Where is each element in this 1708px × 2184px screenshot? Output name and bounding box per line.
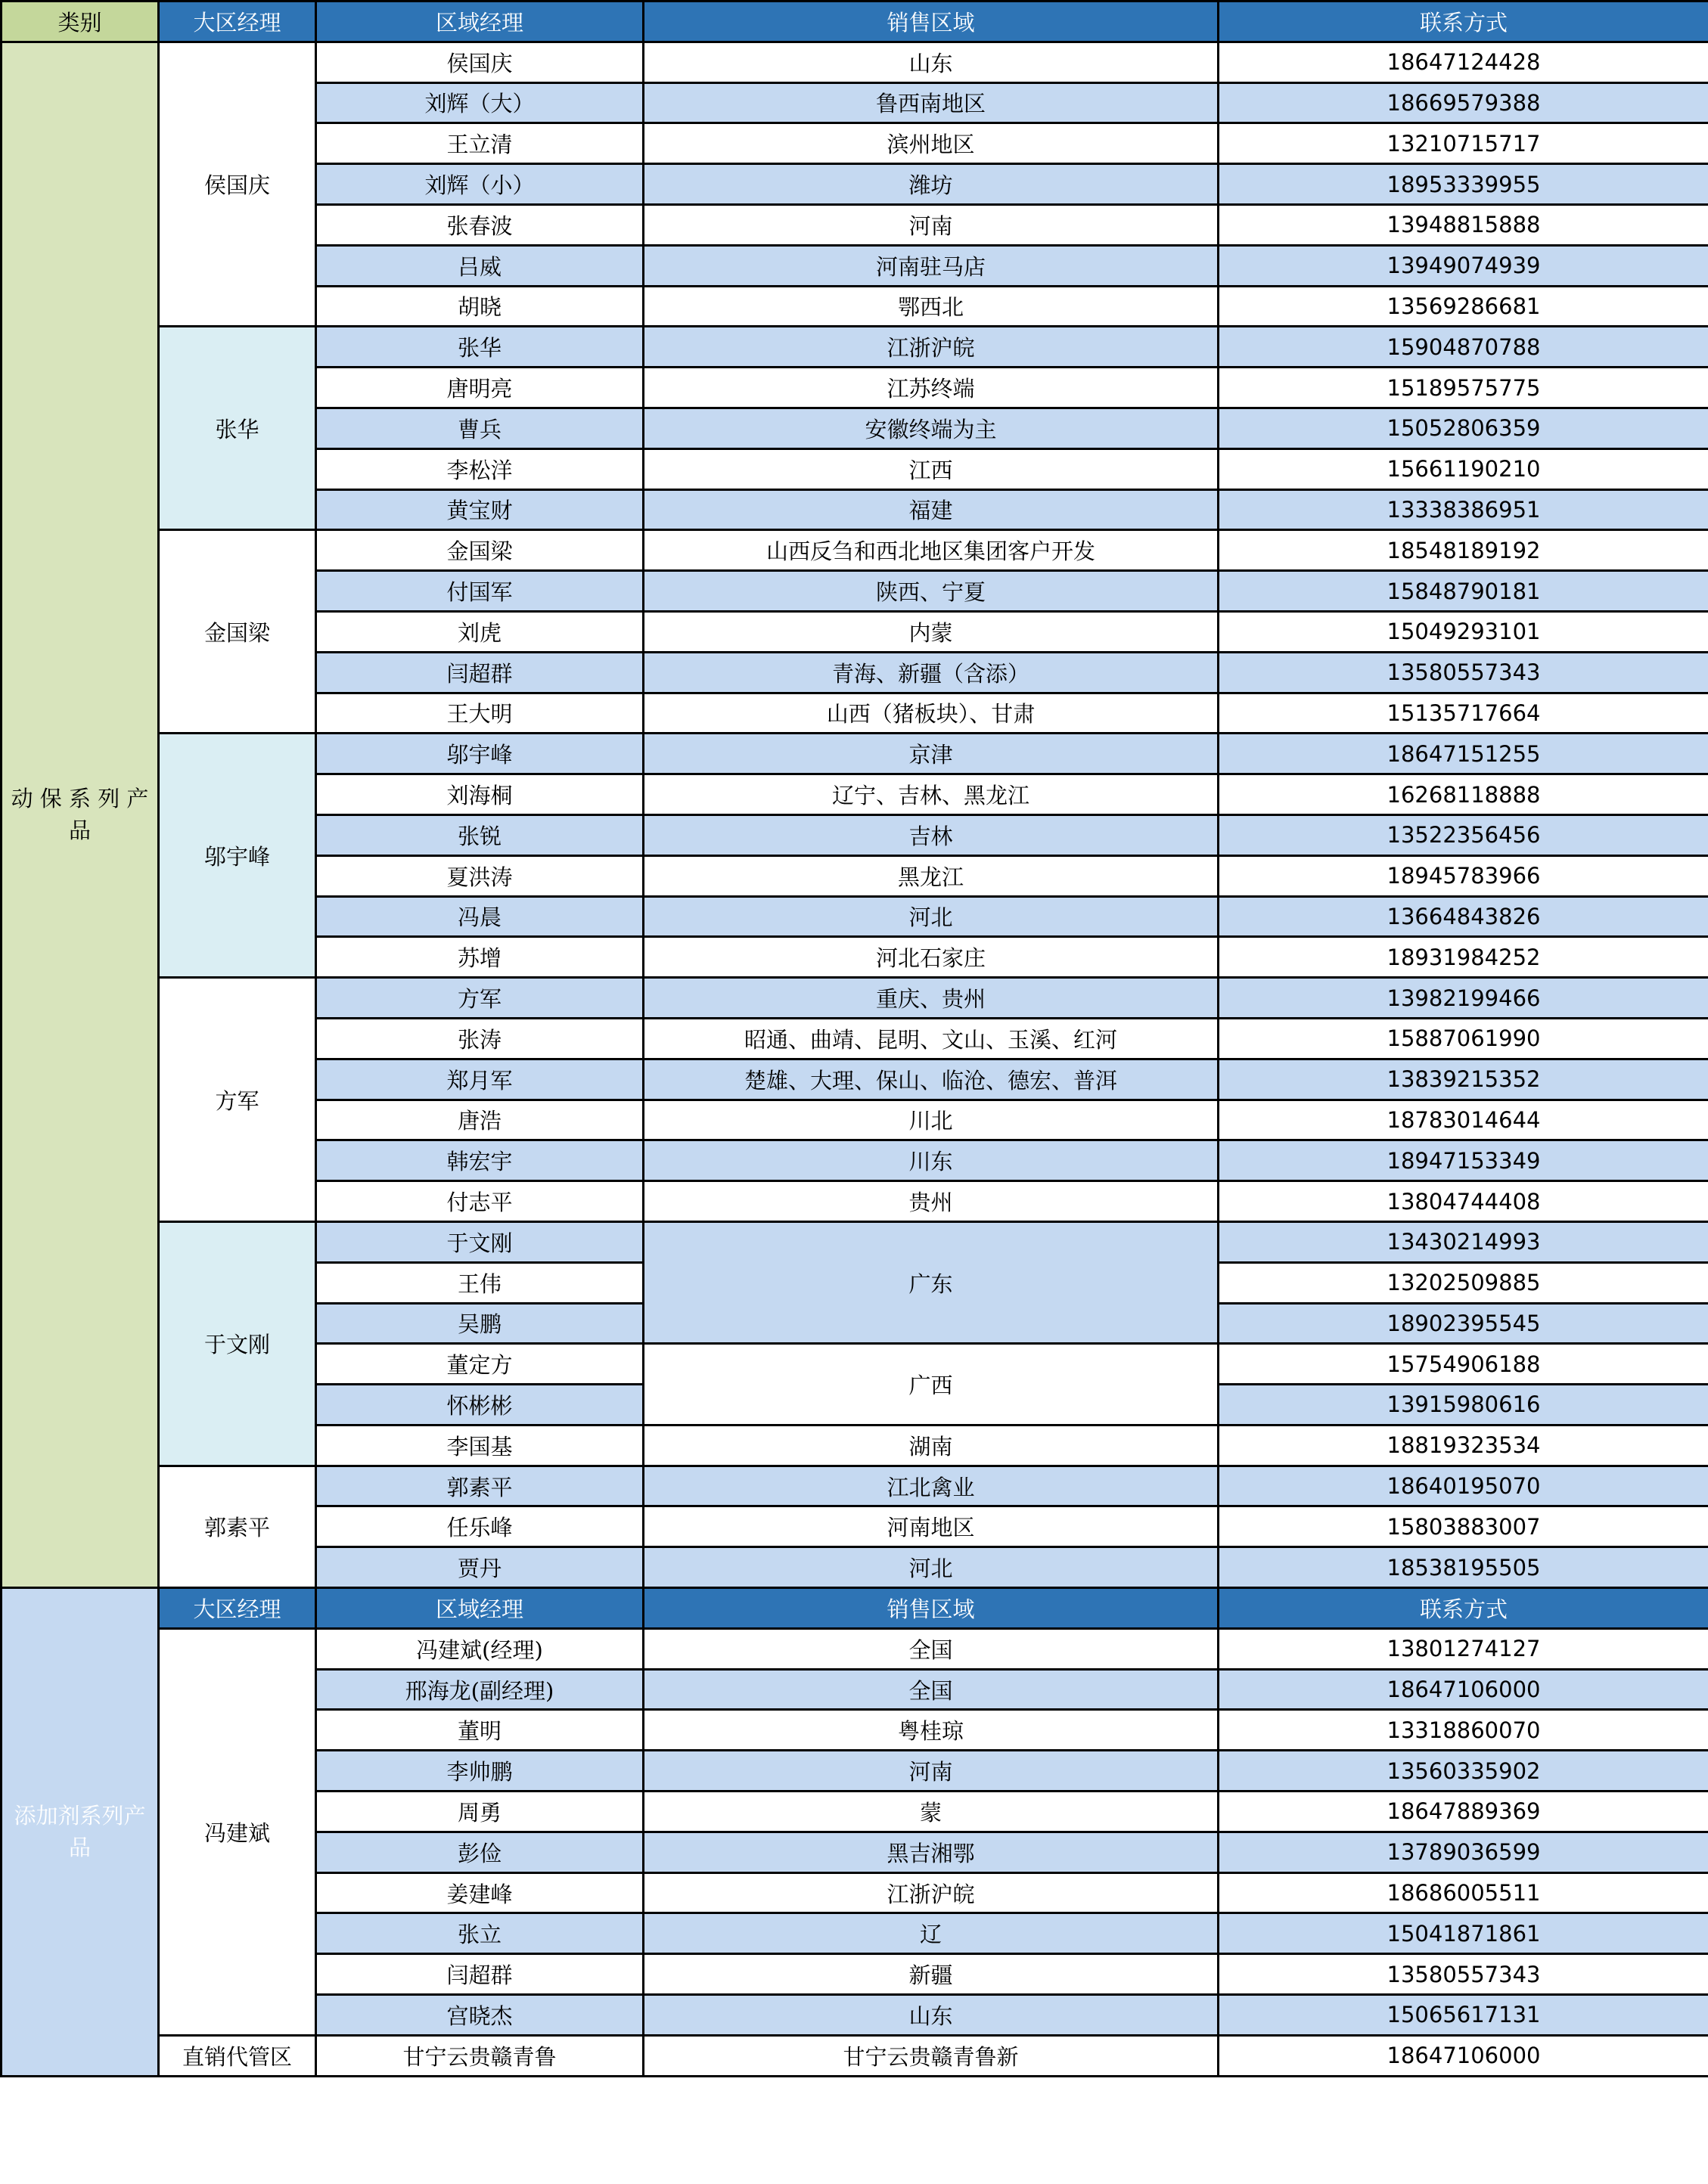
area-manager-cell: 邬宇峰 <box>316 734 644 774</box>
header-category: 类别 <box>2 2 159 42</box>
sales-area-cell: 川东 <box>644 1140 1219 1181</box>
area-manager-cell: 金国梁 <box>316 530 644 571</box>
contact-cell: 13948815888 <box>1219 204 1708 245</box>
contact-cell: 13560335902 <box>1219 1751 1708 1792</box>
sales-area-cell: 蒙 <box>644 1792 1219 1832</box>
area-manager-cell: 姜建峰 <box>316 1872 644 1913</box>
table-row <box>2 530 1708 571</box>
sales-area-cell: 江苏终端 <box>644 368 1219 408</box>
area-manager-cell: 张立 <box>316 1913 644 1954</box>
contact-cell: 18640195070 <box>1219 1466 1708 1506</box>
contact-cell: 18947153349 <box>1219 1140 1708 1181</box>
contact-cell: 13982199466 <box>1219 978 1708 1019</box>
contact-cell: 18647889369 <box>1219 1792 1708 1832</box>
subheader-area-manager: 区域经理 <box>316 1588 644 1629</box>
sales-area-cell: 湖南 <box>644 1425 1219 1466</box>
sales-area-cell: 安徽终端为主 <box>644 408 1219 448</box>
area-manager-cell: 怀彬彬 <box>316 1385 644 1425</box>
contact-cell: 15661190210 <box>1219 448 1708 489</box>
area-manager-cell: 贾丹 <box>316 1547 644 1588</box>
table-row <box>2 1466 1708 1506</box>
area-manager-cell: 唐浩 <box>316 1100 644 1140</box>
area-manager-cell: 任乐峰 <box>316 1506 644 1547</box>
contact-cell: 13580557343 <box>1219 1954 1708 1995</box>
contact-cell: 18538195505 <box>1219 1547 1708 1588</box>
sales-area-cell: 川北 <box>644 1100 1219 1140</box>
contact-cell: 18686005511 <box>1219 1872 1708 1913</box>
sales-area-cell: 辽 <box>644 1913 1219 1954</box>
contact-cell: 18902395545 <box>1219 1303 1708 1344</box>
contact-cell: 15052806359 <box>1219 408 1708 448</box>
contact-cell: 15135717664 <box>1219 693 1708 734</box>
area-manager-cell: 张锐 <box>316 814 644 855</box>
area-manager-cell: 甘宁云贵赣青鲁 <box>316 2035 644 2076</box>
area-manager-cell: 冯建斌(经理) <box>316 1628 644 1669</box>
area-manager-cell: 侯国庆 <box>316 42 644 82</box>
area-manager-cell: 冯晨 <box>316 896 644 937</box>
subheader-sales-area: 销售区域 <box>644 1588 1219 1629</box>
subheader-contact: 联系方式 <box>1219 1588 1708 1629</box>
area-manager-cell: 付志平 <box>316 1181 644 1222</box>
area-manager-cell: 胡晓 <box>316 286 644 327</box>
table-row <box>2 734 1708 774</box>
area-manager-cell: 李松洋 <box>316 448 644 489</box>
sales-area-cell: 全国 <box>644 1628 1219 1669</box>
area-manager-cell: 刘虎 <box>316 611 644 652</box>
region-manager-cell: 张华 <box>159 327 316 530</box>
sales-area-cell: 楚雄、大理、保山、临沧、德宏、普洱 <box>644 1059 1219 1100</box>
sales-area-cell: 鲁西南地区 <box>644 82 1219 123</box>
area-manager-cell: 韩宏宇 <box>316 1140 644 1181</box>
region-manager-cell: 金国梁 <box>159 530 316 734</box>
sales-area-cell: 江浙沪皖 <box>644 1872 1219 1913</box>
contact-cell: 13664843826 <box>1219 896 1708 937</box>
region-manager-cell: 冯建斌 <box>159 1628 316 2035</box>
sales-area-cell: 河南 <box>644 204 1219 245</box>
contact-cell: 13789036599 <box>1219 1832 1708 1872</box>
category-cell: 动 保 系 列 产 品 <box>2 42 159 1587</box>
table-row <box>2 327 1708 368</box>
contact-cell: 13318860070 <box>1219 1710 1708 1751</box>
area-manager-cell: 闫超群 <box>316 652 644 693</box>
contact-cell: 13430214993 <box>1219 1221 1708 1262</box>
sales-area-cell: 山东 <box>644 42 1219 82</box>
area-manager-cell: 刘辉（大） <box>316 82 644 123</box>
sales-area-cell: 河南驻马店 <box>644 245 1219 286</box>
sales-area-cell: 全国 <box>644 1669 1219 1710</box>
contact-cell: 15754906188 <box>1219 1344 1708 1385</box>
sales-area-cell: 江西 <box>644 448 1219 489</box>
area-manager-cell: 苏增 <box>316 937 644 978</box>
area-manager-cell: 刘海桐 <box>316 774 644 815</box>
contact-cell: 16268118888 <box>1219 774 1708 815</box>
area-manager-cell: 李帅鹏 <box>316 1751 644 1792</box>
contact-cell: 18548189192 <box>1219 530 1708 571</box>
sales-area-cell: 山西反刍和西北地区集团客户开发 <box>644 530 1219 571</box>
sales-area-cell: 山东 <box>644 1995 1219 2036</box>
contact-cell: 13580557343 <box>1219 652 1708 693</box>
header-region-manager: 大区经理 <box>159 2 316 42</box>
sales-area-cell: 黑龙江 <box>644 855 1219 896</box>
area-manager-cell: 郭素平 <box>316 1466 644 1506</box>
contact-cell: 18945783966 <box>1219 855 1708 896</box>
area-manager-cell: 黄宝财 <box>316 489 644 530</box>
sales-area-cell: 辽宁、吉林、黑龙江 <box>644 774 1219 815</box>
sales-area-cell: 福建 <box>644 489 1219 530</box>
sales-area-cell: 江北禽业 <box>644 1466 1219 1506</box>
contact-cell: 18783014644 <box>1219 1100 1708 1140</box>
sales-area-cell: 河南地区 <box>644 1506 1219 1547</box>
area-manager-cell: 王大明 <box>316 693 644 734</box>
sales-area-cell: 青海、新疆（含添） <box>644 652 1219 693</box>
contact-cell: 15065617131 <box>1219 1995 1708 2036</box>
area-manager-cell: 夏洪涛 <box>316 855 644 896</box>
contact-cell: 13839215352 <box>1219 1059 1708 1100</box>
sales-area-cell: 重庆、贵州 <box>644 978 1219 1019</box>
sales-area-cell: 陕西、宁夏 <box>644 571 1219 612</box>
region-manager-cell: 侯国庆 <box>159 42 316 327</box>
area-manager-cell: 彭俭 <box>316 1832 644 1872</box>
table-row <box>2 1221 1708 1262</box>
contact-cell: 18647124428 <box>1219 42 1708 82</box>
table-row <box>2 42 1708 82</box>
sales-area-cell: 吉林 <box>644 814 1219 855</box>
area-manager-cell: 吴鹏 <box>316 1303 644 1344</box>
area-manager-cell: 方军 <box>316 978 644 1019</box>
contact-cell: 13569286681 <box>1219 286 1708 327</box>
category-cell: 添加剂系列产品 <box>2 1588 159 2077</box>
area-manager-cell: 唐明亮 <box>316 368 644 408</box>
contact-cell: 18819323534 <box>1219 1425 1708 1466</box>
sales-area-cell: 广西 <box>644 1344 1219 1425</box>
region-manager-cell: 直销代管区 <box>159 2035 316 2076</box>
sales-area-cell: 昭通、曲靖、昆明、文山、玉溪、红河 <box>644 1018 1219 1059</box>
sales-area-cell: 内蒙 <box>644 611 1219 652</box>
sales-area-cell: 江浙沪皖 <box>644 327 1219 368</box>
area-manager-cell: 曹兵 <box>316 408 644 448</box>
header-area-manager: 区域经理 <box>316 2 644 42</box>
table-row <box>2 1628 1708 1669</box>
region-manager-cell: 邬宇峰 <box>159 734 316 978</box>
sales-area-cell: 鄂西北 <box>644 286 1219 327</box>
area-manager-cell: 董明 <box>316 1710 644 1751</box>
sales-area-cell: 河北石家庄 <box>644 937 1219 978</box>
contact-cell: 15189575775 <box>1219 368 1708 408</box>
area-manager-cell: 张华 <box>316 327 644 368</box>
area-manager-cell: 李国基 <box>316 1425 644 1466</box>
sales-area-cell: 贵州 <box>644 1181 1219 1222</box>
area-manager-cell: 吕威 <box>316 245 644 286</box>
area-manager-cell: 周勇 <box>316 1792 644 1832</box>
contact-cell: 18953339955 <box>1219 164 1708 205</box>
area-manager-cell: 邢海龙(副经理) <box>316 1669 644 1710</box>
contact-cell: 18931984252 <box>1219 937 1708 978</box>
sales-area-cell: 河南 <box>644 1751 1219 1792</box>
contact-cell: 18669579388 <box>1219 82 1708 123</box>
contact-cell: 18647106000 <box>1219 1669 1708 1710</box>
contact-cell: 13915980616 <box>1219 1385 1708 1425</box>
header-contact: 联系方式 <box>1219 2 1708 42</box>
contact-cell: 13949074939 <box>1219 245 1708 286</box>
contact-cell: 13522356456 <box>1219 814 1708 855</box>
area-manager-cell: 刘辉（小） <box>316 164 644 205</box>
subheader-row <box>2 1588 1708 1629</box>
area-manager-cell: 于文刚 <box>316 1221 644 1262</box>
subheader-region-manager: 大区经理 <box>159 1588 316 1629</box>
area-manager-cell: 王立清 <box>316 123 644 164</box>
contact-cell: 15803883007 <box>1219 1506 1708 1547</box>
table-row <box>2 978 1708 1019</box>
contact-cell: 18647151255 <box>1219 734 1708 774</box>
sales-area-cell: 河北 <box>644 1547 1219 1588</box>
region-manager-cell: 于文刚 <box>159 1221 316 1466</box>
contact-cell: 13801274127 <box>1219 1628 1708 1669</box>
contact-cell: 13338386951 <box>1219 489 1708 530</box>
contact-cell: 15041871861 <box>1219 1913 1708 1954</box>
sales-area-cell: 滨州地区 <box>644 123 1219 164</box>
contact-cell: 13210715717 <box>1219 123 1708 164</box>
area-manager-cell: 郑月军 <box>316 1059 644 1100</box>
table-row <box>2 2035 1708 2076</box>
sales-area-cell: 广东 <box>644 1221 1219 1343</box>
sales-area-cell: 粤桂琼 <box>644 1710 1219 1751</box>
area-manager-cell: 张春波 <box>316 204 644 245</box>
sales-area-cell: 甘宁云贵赣青鲁新 <box>644 2035 1219 2076</box>
sales-area-cell: 黑吉湘鄂 <box>644 1832 1219 1872</box>
header-row <box>2 2 1708 42</box>
contact-cell: 18647106000 <box>1219 2035 1708 2076</box>
area-manager-cell: 付国军 <box>316 571 644 612</box>
area-manager-cell: 宫晓杰 <box>316 1995 644 2036</box>
area-manager-cell: 王伟 <box>316 1262 644 1303</box>
contact-cell: 13202509885 <box>1219 1262 1708 1303</box>
header-sales-area: 销售区域 <box>644 2 1219 42</box>
contact-cell: 15848790181 <box>1219 571 1708 612</box>
region-manager-cell: 方军 <box>159 978 316 1222</box>
area-manager-cell: 张涛 <box>316 1018 644 1059</box>
contact-cell: 15887061990 <box>1219 1018 1708 1059</box>
area-manager-cell: 董定方 <box>316 1344 644 1385</box>
sales-area-cell: 河北 <box>644 896 1219 937</box>
region-manager-cell: 郭素平 <box>159 1466 316 1587</box>
contact-cell: 15904870788 <box>1219 327 1708 368</box>
area-manager-cell: 闫超群 <box>316 1954 644 1995</box>
sales-area-cell: 潍坊 <box>644 164 1219 205</box>
sales-area-cell: 京津 <box>644 734 1219 774</box>
sales-area-cell: 山西（猪板块）、甘肃 <box>644 693 1219 734</box>
contact-cell: 15049293101 <box>1219 611 1708 652</box>
sales-area-cell: 新疆 <box>644 1954 1219 1995</box>
contact-cell: 13804744408 <box>1219 1181 1708 1222</box>
